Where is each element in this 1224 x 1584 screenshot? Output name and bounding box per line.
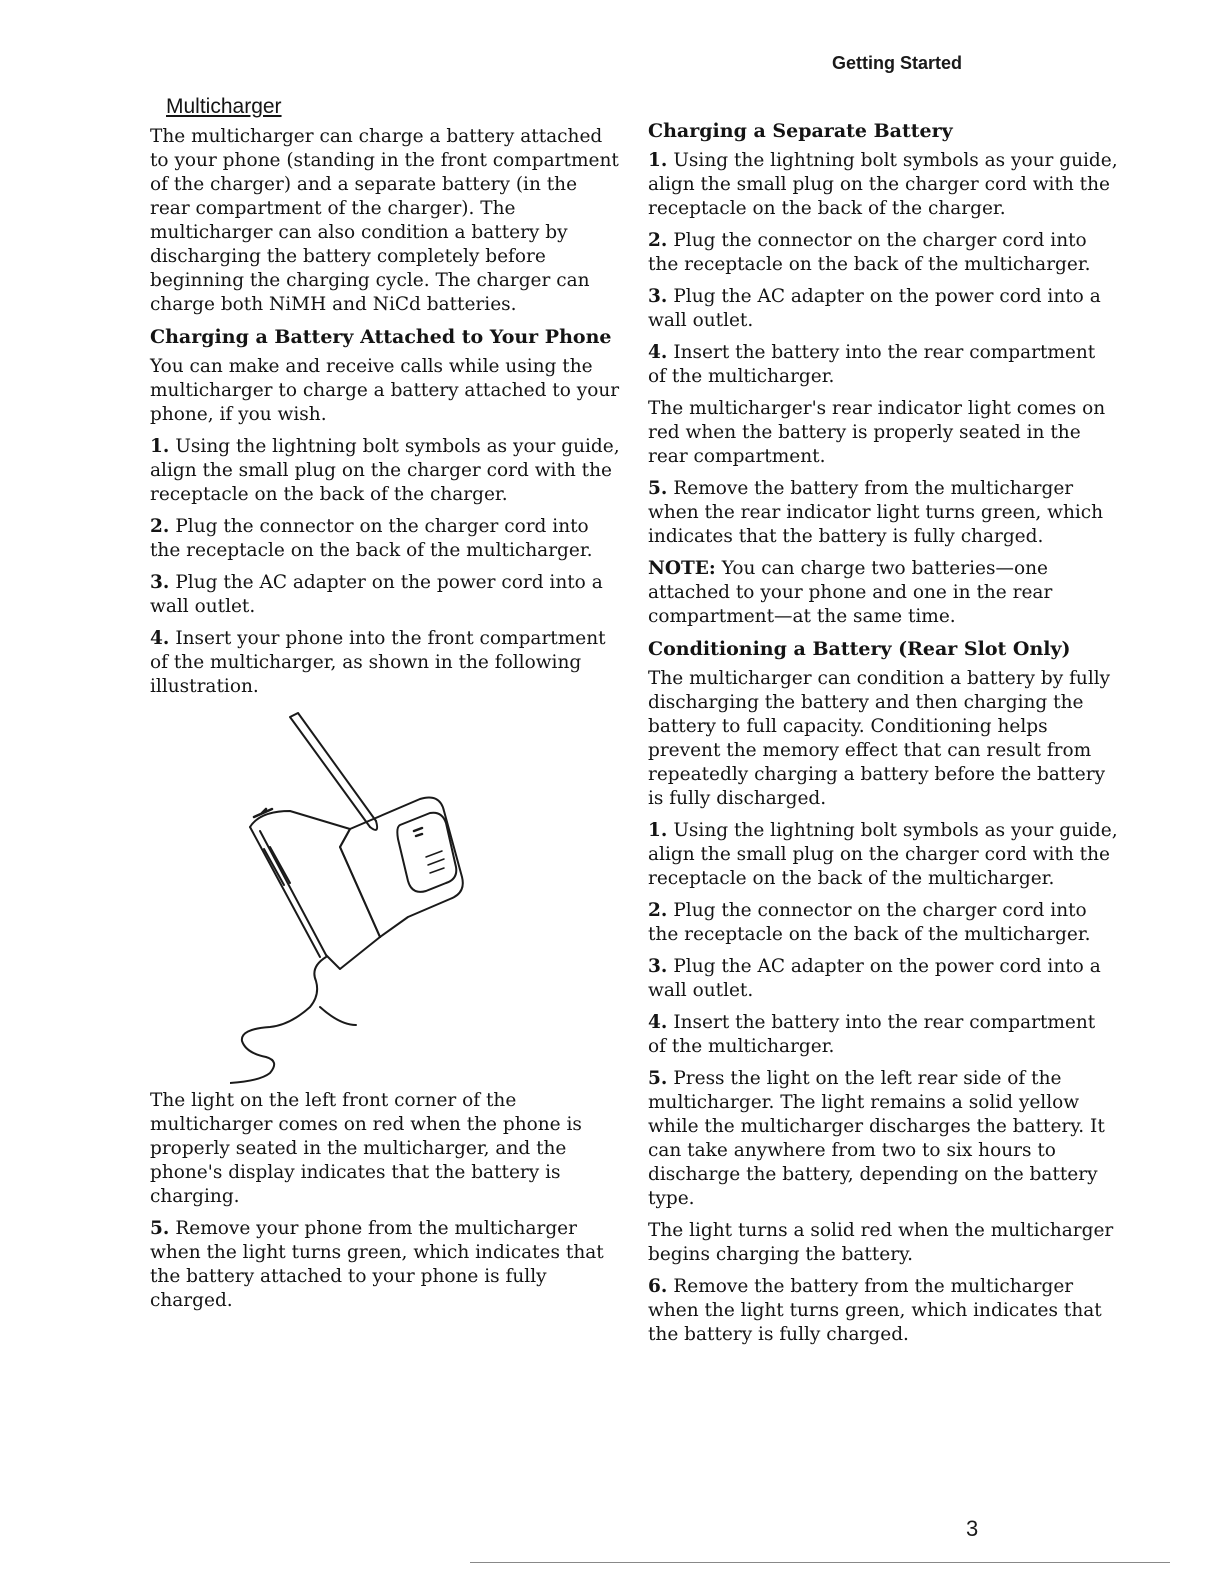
power-cord — [230, 957, 326, 1083]
step-number: 5. — [648, 1068, 668, 1089]
step-number: 1. — [648, 150, 668, 171]
step-text: Insert your phone into the front compartment of the multicharger, as shown in the following illustration. — [150, 628, 606, 697]
charger-body — [250, 811, 380, 937]
red-light-paragraph: The light turns a solid red when the multicharger begins charging the battery. — [648, 1220, 1114, 1265]
left-column — [150, 95, 620, 1321]
section-title: Multicharger — [166, 95, 282, 118]
right-column — [648, 113, 1118, 1355]
heading-conditioning: Conditioning a Battery (Rear Slot Only) — [648, 638, 1071, 660]
heading-separate-battery: Charging a Separate Battery — [648, 120, 953, 142]
step-number: 5. — [648, 478, 668, 499]
step-number: 2. — [150, 516, 170, 537]
left-step-3 — [150, 571, 620, 619]
step-text: Plug the connector on the charger cord into the receptacle on the back of the multicharger. — [648, 900, 1091, 945]
step-number: 5. — [150, 1218, 170, 1239]
step-text: Insert the battery into the rear compartment of the multicharger. — [648, 1012, 1096, 1057]
right-step-4 — [648, 341, 1118, 389]
step-number: 4. — [648, 342, 668, 363]
step-number: 3. — [648, 956, 668, 977]
cond-step-5 — [648, 1067, 1118, 1211]
right-step-1 — [648, 149, 1118, 221]
step-text: Plug the connector on the charger cord into the receptacle on the back of the multicharger. — [648, 230, 1091, 275]
step-text: Insert the battery into the rear compartment of the multicharger. — [648, 342, 1096, 387]
step-text: Plug the AC adapter on the power cord into a wall outlet. — [150, 572, 603, 617]
phone-in-charger-illustration — [230, 707, 530, 1087]
step-text: Using the lightning bolt symbols as your guide, align the small plug on the charger cord with the receptacle on the back of the charger. — [150, 436, 620, 505]
step-text: Remove your phone from the multicharger when the light turns green, which indicates that the battery attached to your phone is fully charged. — [150, 1218, 604, 1311]
step-text: Plug the AC adapter on the power cord into a wall outlet. — [648, 956, 1101, 1001]
step-number: 4. — [648, 1012, 668, 1033]
cond-step-4 — [648, 1011, 1118, 1059]
cond-step-1 — [648, 819, 1118, 891]
cond-step-3 — [648, 955, 1118, 1003]
note-label: NOTE: — [648, 558, 716, 579]
step-text: Remove the battery from the multicharger when the light turns green, which indicates that the battery is fully charged. — [648, 1276, 1102, 1345]
cond-step-6 — [648, 1275, 1118, 1347]
left-step-1 — [150, 435, 620, 507]
step-number: 2. — [648, 230, 668, 251]
phone-body — [350, 798, 463, 938]
note-paragraph — [648, 557, 1118, 629]
running-head: Getting Started — [832, 53, 963, 73]
step-text: Plug the connector on the charger cord into the receptacle on the back of the multicharger. — [150, 516, 593, 561]
bottom-rule — [470, 1562, 1170, 1563]
conditioning-intro: The multicharger can condition a battery by fully discharging the battery and then charging the battery to full capacity. Conditioning helps prevent the memory effect that can result from repeatedly charging a battery before the battery is fully discharged. — [648, 668, 1111, 809]
page-number: 3 — [966, 1516, 979, 1541]
heading-charging-attached: Charging a Battery Attached to Your Phone — [150, 326, 612, 348]
step-text: Remove the battery from the multicharger when the rear indicator light turns green, which indicates that the battery is fully charged. — [648, 478, 1104, 547]
step-number: 4. — [150, 628, 170, 649]
step-number: 2. — [648, 900, 668, 921]
left-step-5 — [150, 1217, 620, 1313]
step-text: Using the lightning bolt symbols as your guide, align the small plug on the charger cord with the receptacle on the back of the charger. — [648, 150, 1118, 219]
right-step-5 — [648, 477, 1118, 549]
lead-paragraph: You can make and receive calls while using the multicharger to charge a battery attached to your phone, if you wish. — [150, 356, 620, 425]
cond-step-2 — [648, 899, 1118, 947]
step-number: 1. — [648, 820, 668, 841]
note-text: You can charge two batteries—one attached to your phone and one in the rear compartment—at the same time. — [648, 558, 1053, 627]
antenna — [290, 713, 376, 827]
light-red-paragraph: The light on the left front corner of the multicharger comes on red when the phone is properly seated in the multicharger, and the phone's display indicates that the battery is charging. — [150, 1090, 582, 1207]
step-number: 3. — [648, 286, 668, 307]
left-step-2 — [150, 515, 620, 563]
intro-paragraph: The multicharger can charge a battery attached to your phone (standing in the front compartment of the charger) and a separate battery (in the rear compartment of the charger). The multicharger can also condition a battery by discharging the battery completely before beginning the charging cycle. The charger can charge both NiMH and NiCd batteries. — [150, 126, 619, 315]
step-number: 3. — [150, 572, 170, 593]
step-text: Press the light on the left rear side of the multicharger. The light remains a solid yellow while the multicharger discharges the battery. It can take anywhere from two to six hours to discharge the battery, depending on the battery type. — [648, 1068, 1105, 1209]
left-step-4 — [150, 627, 620, 699]
right-step-3 — [648, 285, 1118, 333]
step-text: Using the lightning bolt symbols as your guide, align the small plug on the charger cord with the receptacle on the back of the multicharger. — [648, 820, 1118, 889]
step-number: 6. — [648, 1276, 668, 1297]
step-number: 1. — [150, 436, 170, 457]
step-text: Plug the AC adapter on the power cord into a wall outlet. — [648, 286, 1101, 331]
right-step-2 — [648, 229, 1118, 277]
indicator-paragraph: The multicharger's rear indicator light comes on red when the battery is properly seated in the rear compartment. — [648, 398, 1106, 467]
